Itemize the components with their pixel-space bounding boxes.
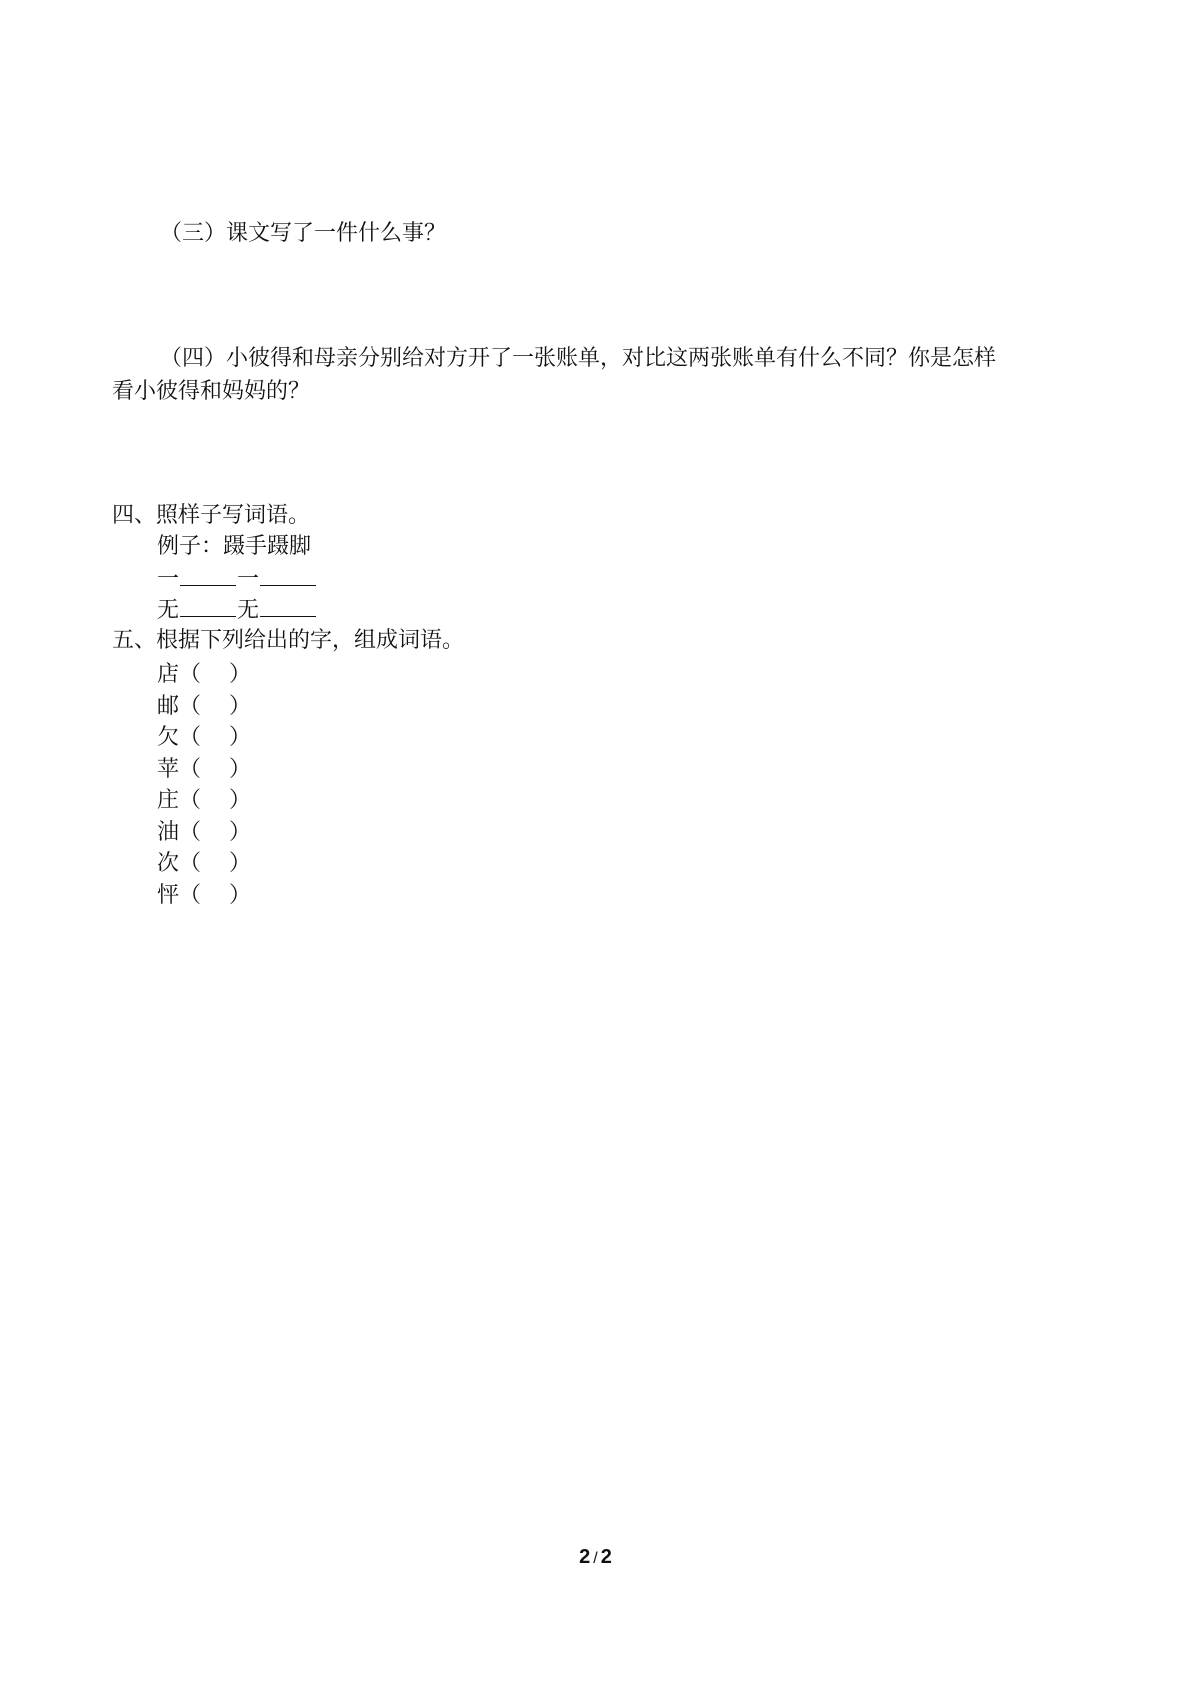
close-paren: ） (229, 788, 252, 813)
char-item (157, 785, 251, 817)
open-paren: （ (179, 725, 202, 750)
total-pages: 2 (600, 1546, 612, 1568)
open-paren: （ (179, 788, 202, 813)
char-item (157, 691, 251, 723)
open-paren: （ (179, 756, 202, 782)
page-separator: / (593, 1550, 598, 1567)
char-item (157, 817, 251, 849)
blank-1a[interactable] (180, 565, 236, 586)
fill-pattern-1 (157, 565, 317, 594)
close-paren: ） (229, 882, 252, 908)
char-word-list (157, 659, 251, 911)
close-paren: ） (229, 662, 252, 687)
pattern-1-first-char: 一 (157, 567, 180, 592)
question-4-line-1: （四）小彼得和母亲分别给对方开了一张账单，对比这两张账单有什么不同？你是怎样 (160, 346, 997, 371)
char-label: 怦 (157, 882, 180, 908)
blank-2b[interactable] (260, 596, 316, 617)
page-number (0, 1545, 1191, 1571)
open-paren: （ (179, 662, 202, 687)
close-paren: ） (229, 693, 252, 719)
char-item (157, 754, 251, 786)
open-paren: （ (179, 819, 202, 845)
char-label: 庄 (157, 788, 180, 813)
char-label: 店 (157, 662, 180, 687)
question-3: （三）课文写了一件什么事？ (160, 221, 447, 246)
pattern-2-second-char: 无 (237, 598, 260, 623)
fill-pattern-2 (157, 596, 317, 625)
blank-2a[interactable] (180, 596, 236, 617)
section-5-title: 五、根据下列给出的字，组成词语。 (112, 628, 465, 653)
pattern-2-first-char: 无 (157, 598, 180, 623)
current-page: 2 (579, 1546, 591, 1568)
pattern-1-second-char: 一 (237, 567, 260, 592)
char-item (157, 880, 251, 912)
blank-1b[interactable] (260, 565, 316, 586)
open-paren: （ (179, 693, 202, 719)
char-item (157, 848, 251, 880)
close-paren: ） (229, 819, 252, 845)
close-paren: ） (229, 756, 252, 782)
char-label: 油 (157, 819, 180, 845)
char-label: 苹 (157, 756, 180, 782)
char-label: 邮 (157, 693, 180, 719)
char-item (157, 659, 251, 691)
open-paren: （ (179, 851, 202, 876)
section-4-title: 四、照样子写词语。 (112, 503, 311, 528)
section-4-example: 例子：蹑手蹑脚 (157, 534, 312, 559)
char-label: 欠 (157, 725, 180, 750)
open-paren: （ (179, 882, 202, 908)
close-paren: ） (229, 725, 252, 750)
question-4-line-2: 看小彼得和妈妈的？ (112, 379, 311, 404)
char-item (157, 722, 251, 754)
char-label: 次 (157, 851, 180, 876)
close-paren: ） (229, 851, 252, 876)
